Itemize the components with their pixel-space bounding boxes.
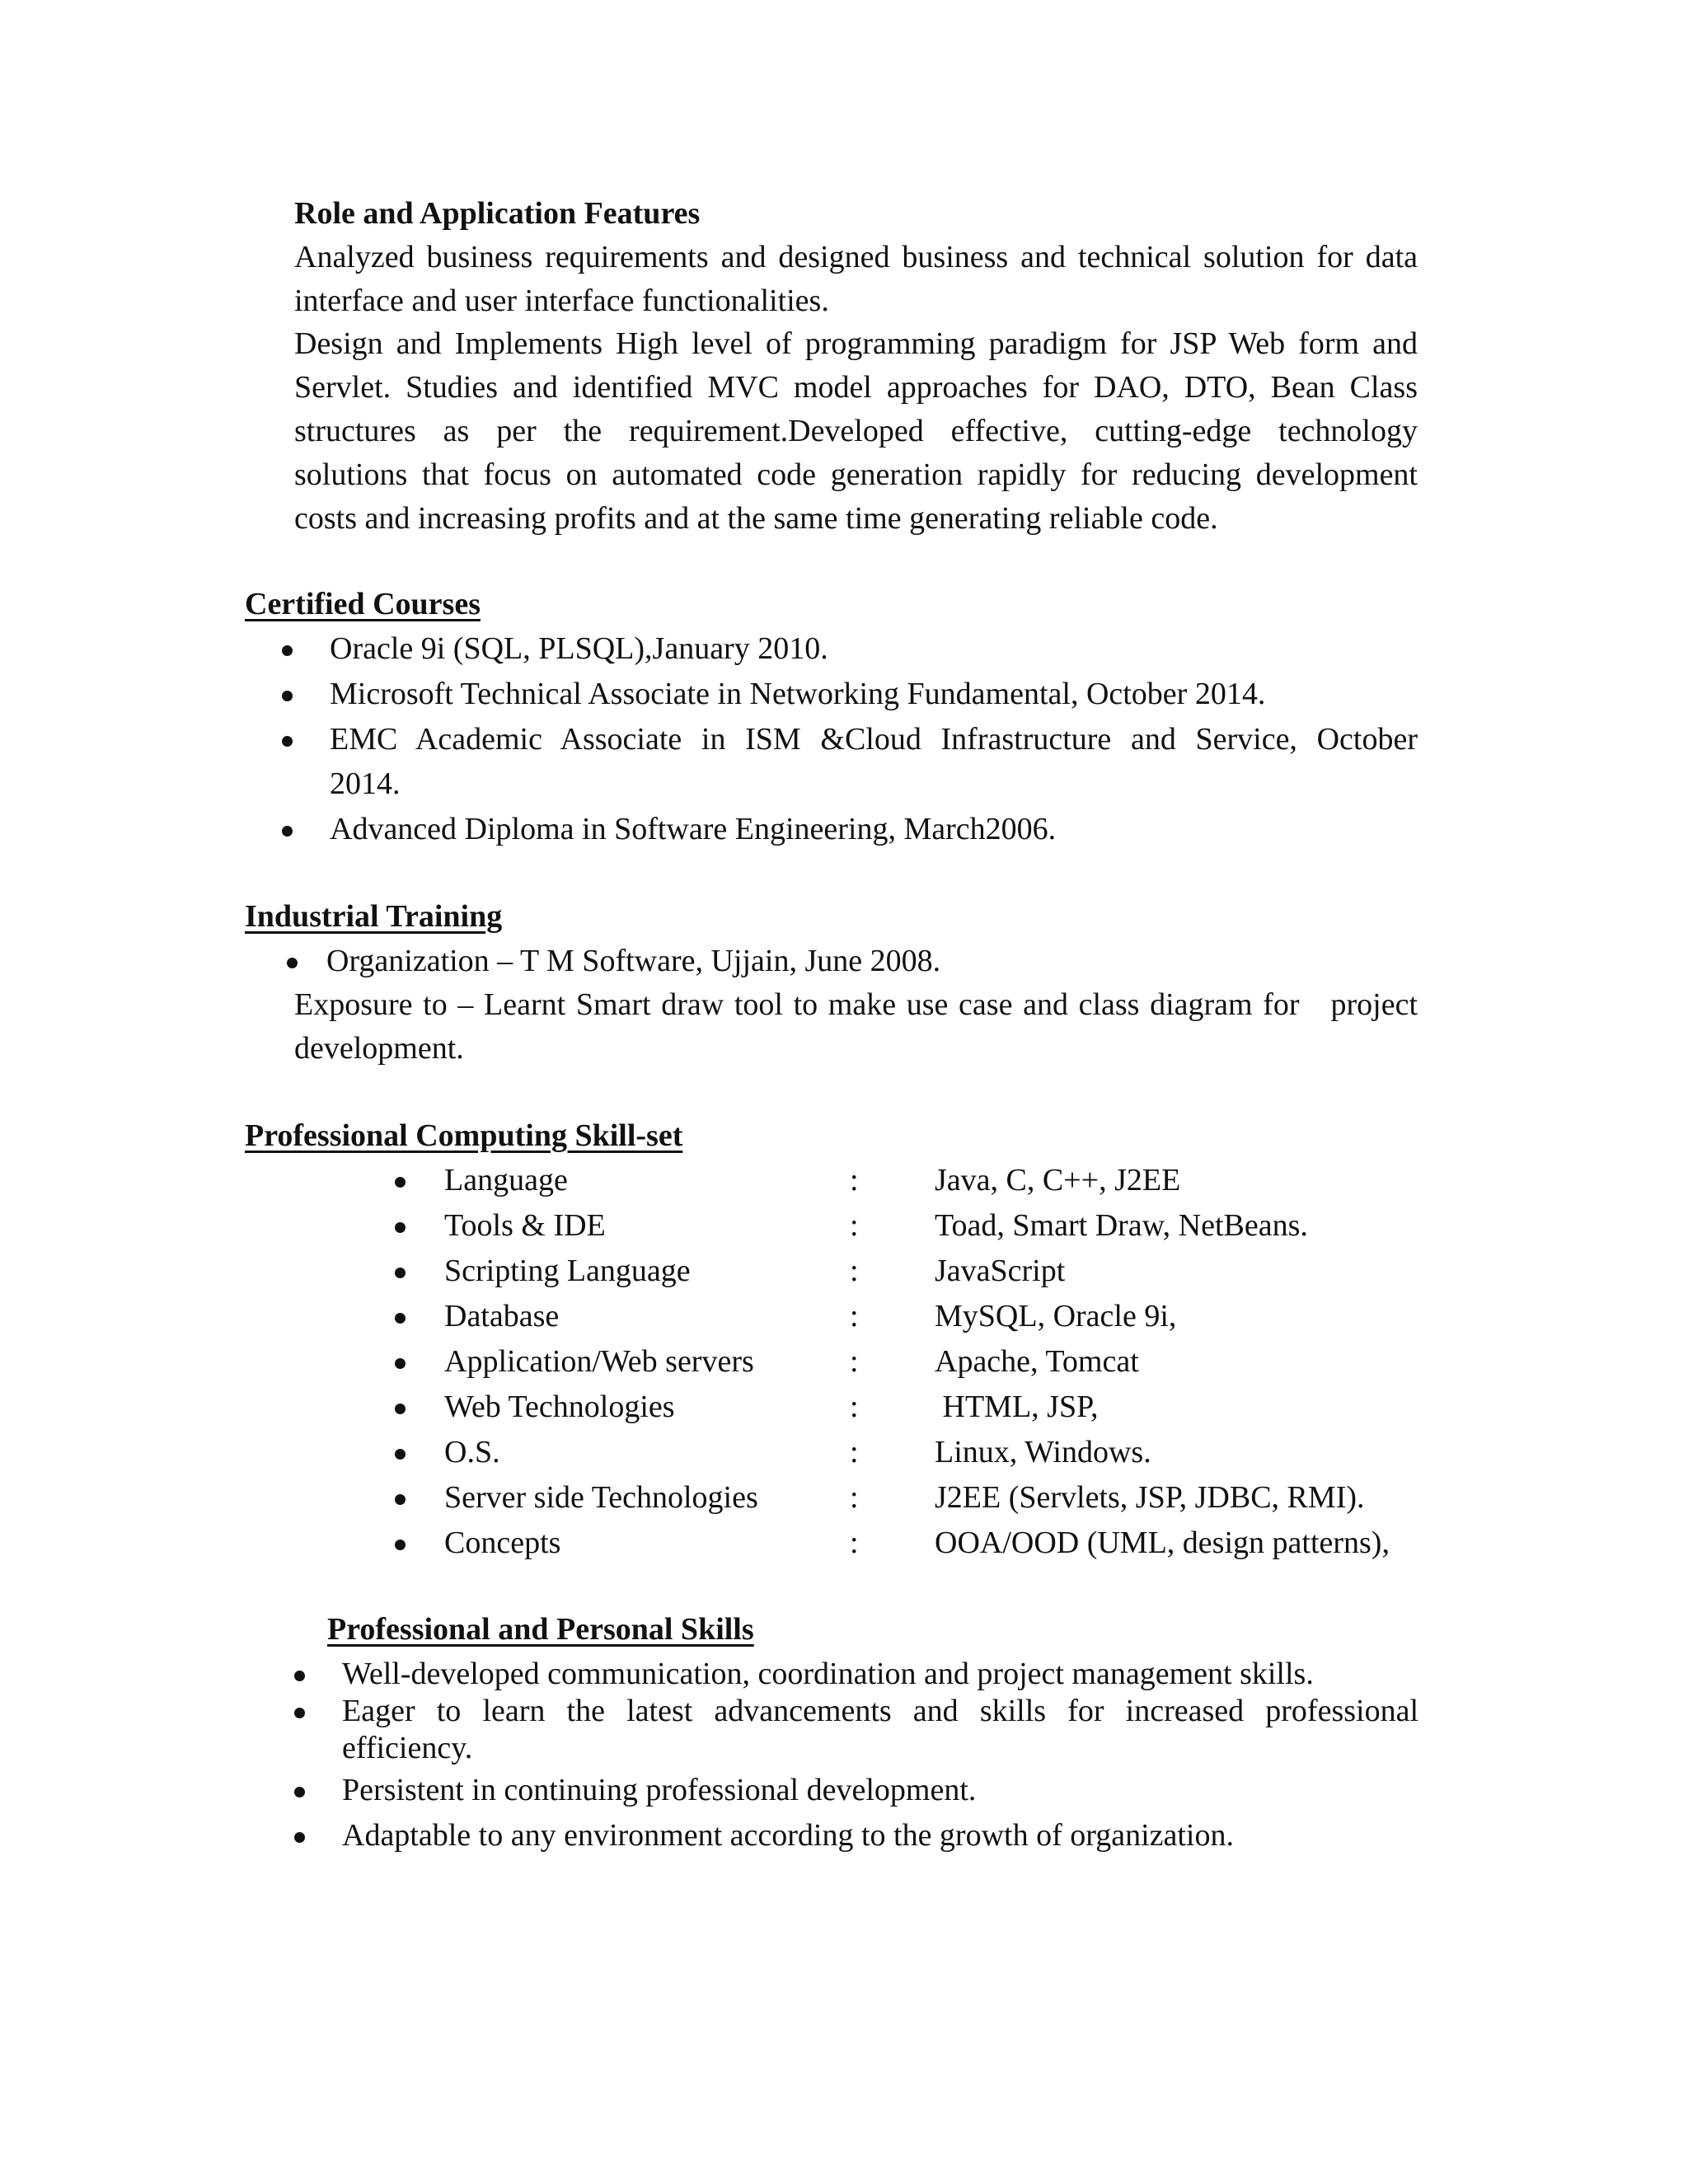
skill-key: Concepts (444, 1526, 561, 1560)
text-line: costs and increasing profits and at the same time generating reliable code. (294, 501, 1218, 536)
bullet-icon (282, 645, 293, 656)
course-text: EMC Academic Associate in ISM &Cloud Infrastructure and Service, October (330, 722, 1418, 757)
skill-value: JavaScript (935, 1254, 1066, 1288)
bullet-icon (395, 1222, 406, 1233)
skill-key: Tools & IDE (444, 1208, 606, 1243)
text-line: Exposure to – Learnt Smart draw tool to make use case and class diagram for project (294, 987, 1418, 1022)
certified-courses-heading: Certified Courses (245, 587, 481, 621)
course-text: Microsoft Technical Associate in Networking Fundamental, October 2014. (330, 677, 1266, 711)
skill-value: MySQL, Oracle 9i, (935, 1299, 1177, 1333)
bullet-icon (294, 1671, 305, 1681)
skill-key: Server side Technologies (444, 1480, 758, 1515)
skill-separator: : (850, 1390, 859, 1424)
industrial-training-heading: Industrial Training (245, 899, 503, 934)
skill-separator: : (850, 1526, 859, 1560)
bullet-icon (282, 826, 293, 837)
skill-separator: : (850, 1435, 859, 1469)
training-text: Organization – T M Software, Ujjain, June 2008. (326, 944, 941, 978)
training-exposure (294, 983, 1418, 1071)
text-line: Servlet. Studies and identified MVC model approaches for DAO, DTO, Bean Class (294, 370, 1418, 405)
bullet-icon (395, 1177, 406, 1188)
bullet-icon (395, 1449, 406, 1460)
bullet-icon (395, 1313, 406, 1324)
personal-skill-text: Well-developed communication, coordination and project management skills. (342, 1657, 1314, 1691)
skill-separator: : (850, 1254, 859, 1288)
bullet-icon (294, 1708, 305, 1718)
bullet-icon (282, 736, 293, 747)
personal-skill-text: Persistent in continuing professional development. (342, 1773, 977, 1807)
bullet-icon (395, 1404, 406, 1414)
course-text: Advanced Diploma in Software Engineering, March2006. (330, 812, 1057, 846)
skill-value: Linux, Windows. (935, 1435, 1151, 1469)
personal-skills-heading: Professional and Personal Skills (327, 1612, 754, 1647)
skill-value: Java, C, C++, J2EE (935, 1163, 1181, 1197)
skill-key: Language (444, 1163, 568, 1197)
bullet-icon (395, 1268, 406, 1278)
text-line: interface and user interface functionalities. (294, 284, 829, 318)
bullet-icon (282, 691, 293, 701)
personal-skill-text-continuation: efficiency. (342, 1731, 473, 1765)
skill-separator: : (850, 1480, 859, 1515)
bullet-icon (395, 1494, 406, 1505)
course-text: Oracle 9i (SQL, PLSQL),January 2010. (330, 631, 828, 666)
text-line: solutions that focus on automated code generation rapidly for reducing development (294, 457, 1418, 492)
role-paragraph-1 (294, 236, 1418, 323)
skill-key: Scripting Language (444, 1254, 691, 1288)
skill-value: HTML, JSP, (935, 1390, 1099, 1424)
skill-value: Apache, Tomcat (935, 1344, 1139, 1379)
bullet-icon (395, 1358, 406, 1369)
skill-key: Database (444, 1299, 560, 1333)
bullet-icon (287, 958, 298, 968)
skill-value: Toad, Smart Draw, NetBeans. (935, 1208, 1308, 1243)
skill-separator: : (850, 1163, 859, 1197)
text-line: Analyzed business requirements and designed business and technical solution for data (294, 240, 1418, 274)
bullet-icon (395, 1540, 406, 1550)
text-line: development. (294, 1031, 464, 1066)
role-section-title: Role and Application Features (294, 196, 701, 231)
skill-separator: : (850, 1344, 859, 1379)
text-line: structures as per the requirement.Developed effective, cutting-edge technology (294, 414, 1418, 448)
text-line: Design and Implements High level of programming paradigm for JSP Web form and (294, 326, 1418, 361)
skill-key: Application/Web servers (444, 1344, 754, 1379)
personal-skill-text: Adaptable to any environment according to the growth of organization. (342, 1818, 1234, 1853)
bullet-icon (294, 1787, 305, 1797)
skill-value: J2EE (Servlets, JSP, JDBC, RMI). (935, 1480, 1365, 1515)
course-text-continuation: 2014. (330, 766, 401, 801)
skill-separator: : (850, 1299, 859, 1333)
skillset-heading: Professional Computing Skill-set (245, 1118, 683, 1153)
personal-skill-text: Eager to learn the latest advancements and skills for increased professional (342, 1694, 1418, 1728)
skill-value: OOA/OOD (UML, design patterns), (935, 1526, 1390, 1560)
skill-key: O.S. (444, 1435, 500, 1469)
bullet-icon (294, 1832, 305, 1843)
skill-key: Web Technologies (444, 1390, 675, 1424)
skill-separator: : (850, 1208, 859, 1243)
role-paragraph-2 (294, 322, 1418, 541)
